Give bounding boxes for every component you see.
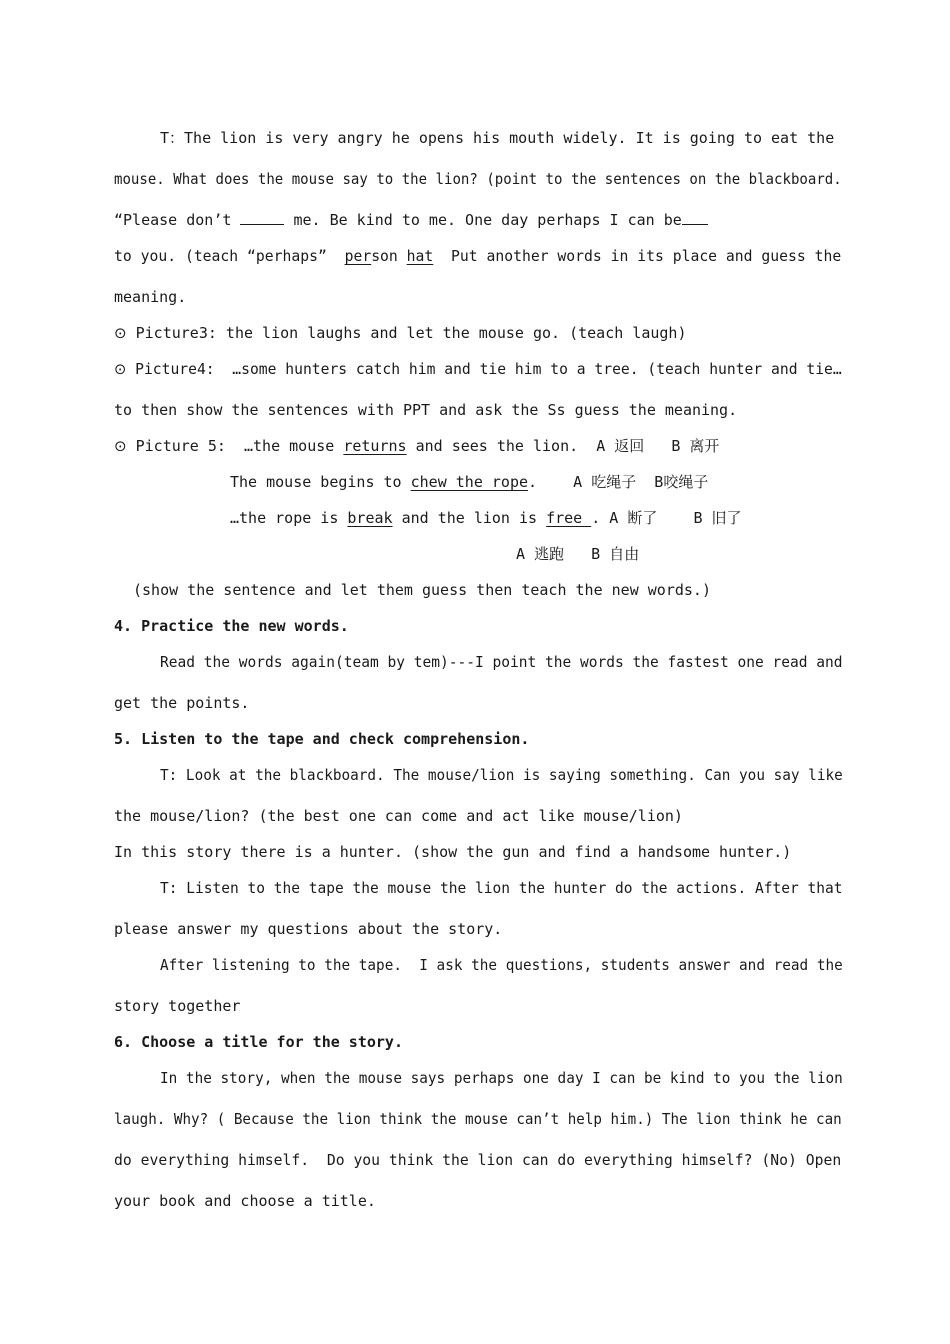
circle-dot-bullet-icon: ⊙ — [114, 437, 127, 455]
text-span: Picture4: …some hunters catch him and tie him to a tree. (teach hunter and tie… — [126, 360, 842, 378]
text-line: to then show the sentences with PPT and ask the Ss guess the meaning. — [114, 401, 738, 419]
text-line: please answer my questions about the story. — [114, 920, 503, 938]
text-span: me. Be kind to me. One day perhaps I can be — [284, 211, 682, 229]
text-line — [114, 323, 687, 343]
text-line: the mouse/lion? (the best one can come and act like mouse/lion) — [114, 807, 683, 825]
text-line: After listening to the tape. I ask the questions, students answer and read the — [160, 956, 843, 974]
text-line: Read the words again(team by tem)---I point the words the fastest one read and — [160, 653, 843, 671]
text-line: meaning. — [114, 288, 187, 306]
text-line: get the points. — [114, 694, 250, 712]
section-heading: 5. Listen to the tape and check comprehension. — [114, 730, 530, 748]
text-span: and sees the lion. A 返回 B 离开 — [406, 437, 720, 455]
text-span: …the rope is — [230, 509, 348, 527]
text-span: “Please don’t — [114, 211, 241, 229]
text-line — [230, 508, 742, 528]
text-line: laugh. Why? ( Because the lion think the mouse can’t help him.) The lion think he can — [114, 1110, 842, 1128]
underlined-text: chew the rope — [410, 473, 529, 491]
fill-blank — [240, 210, 284, 225]
text-line: T：The lion is very angry he opens his mouth widely. It is going to eat the — [160, 129, 835, 147]
text-line — [114, 246, 841, 266]
text-line: In this story there is a hunter. (show the gun and find a handsome hunter.) — [114, 843, 792, 861]
text-span: son — [371, 247, 407, 265]
text-span: Picture3: the lion laughs and let the mouse go. (teach laugh) — [126, 324, 687, 342]
text-span: . A 断了 B 旧了 — [591, 509, 742, 527]
text-line: T: Look at the blackboard. The mouse/lion is saying something. Can you say like — [160, 766, 843, 784]
text-line: mouse. What does the mouse say to the lion? (point to the sentences on the blackboard. — [114, 170, 842, 188]
underlined-text: returns — [343, 437, 407, 455]
fill-blank — [682, 210, 708, 225]
section-heading: 6. Choose a title for the story. — [114, 1033, 403, 1051]
section-heading: 4. Practice the new words. — [114, 617, 349, 635]
text-line: A 逃跑 B 自由 — [516, 545, 640, 563]
text-line — [114, 436, 719, 456]
text-line — [230, 472, 708, 492]
underlined-text: free — [546, 509, 592, 527]
text-line: story together — [114, 997, 241, 1015]
text-line — [114, 359, 842, 379]
circle-dot-bullet-icon: ⊙ — [114, 360, 127, 378]
text-line: In the story, when the mouse says perhaps one day I can be kind to you the lion — [160, 1069, 843, 1087]
text-span: Picture 5: …the mouse — [126, 437, 344, 455]
text-span: . A 吃绳子 B咬绳子 — [528, 473, 709, 491]
underlined-text: hat — [406, 247, 434, 265]
underlined-text: per — [344, 247, 372, 265]
text-span: The mouse begins to — [230, 473, 411, 491]
text-span: Put another words in its place and guess the — [433, 247, 842, 265]
text-span: and the lion is — [392, 509, 547, 527]
text-line: T: Listen to the tape the mouse the lion the hunter do the actions. After that — [160, 879, 843, 897]
text-line — [114, 210, 708, 230]
text-span: to you. (teach “perhaps” — [114, 247, 345, 265]
text-line: (show the sentence and let them guess then teach the new words.) — [133, 581, 711, 599]
circle-dot-bullet-icon: ⊙ — [114, 324, 127, 342]
underlined-text: break — [347, 509, 393, 527]
text-line: do everything himself. Do you think the lion can do everything himself? (No) Open — [114, 1151, 842, 1169]
text-line: your book and choose a title. — [114, 1192, 376, 1210]
